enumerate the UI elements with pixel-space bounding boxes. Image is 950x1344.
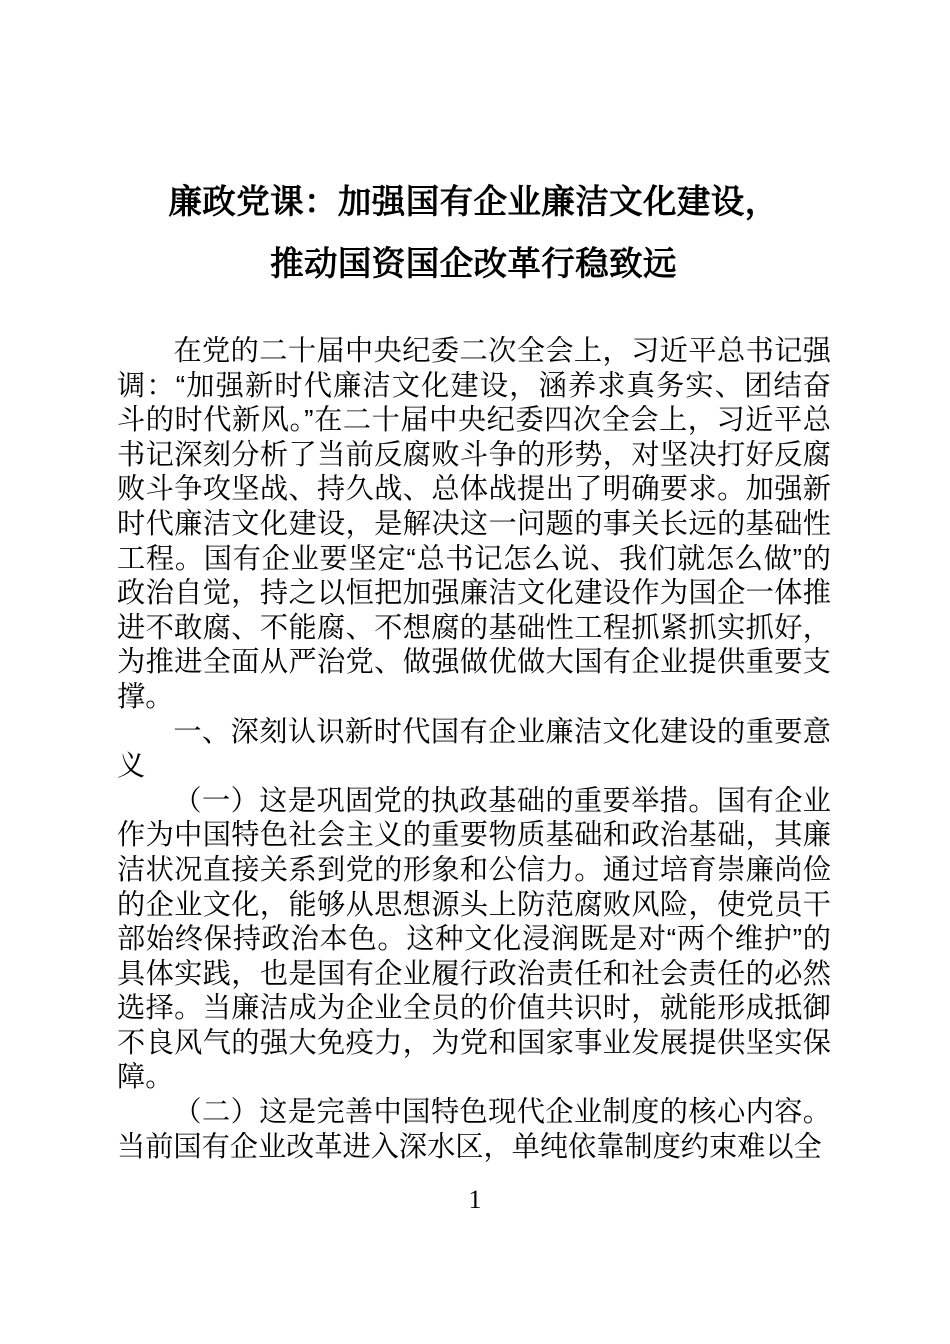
paragraph-sub-two: （二）这是完善中国特色现代企业制度的核心内容。当前国有企业改革进入深水区，单纯依靠制度约束难以全 bbox=[117, 1095, 831, 1162]
paragraph-intro: 在党的二十届中央纪委二次全会上，习近平总书记强调：“加强新时代廉洁文化建设，涵养求真务实、团结奋斗的时代新风。”在二十届中央纪委四次全会上，习近平总书记深刻分析了当前反腐败斗争的形势，对坚决打好反腐败斗争攻坚战、持久战、总体战提出了明确要求。加强新时代廉洁文化建设，是解决这一问题的事关长远的基础性工程。国有企业要坚定“总书记怎么说、我们就怎么做”的政治自觉，持之以恒把加强廉洁文化建设作为国企一体推进不敢腐、不能腐、不想腐的基础性工程抓紧抓实抓好，为推进全面从严治党、做强做优做大国有企业提供重要支撑。 bbox=[117, 334, 831, 712]
document-title-line-1: 廉政党课：加强国有企业廉洁文化建设， bbox=[168, 184, 779, 221]
document-title-line-2: 推动国资国企改革行稳致远 bbox=[270, 246, 677, 283]
paragraph-sub-one: （一）这是巩固党的执政基础的重要举措。国有企业作为中国特色社会主义的重要物质基础和政治基础，其廉洁状况直接关系到党的形象和公信力。通过培育崇廉尚俭的企业文化，能够从思想源头上防范腐败风险，使党员干部始终保持政治本色。这种文化浸润既是对“两个维护”的具体实践，也是国有企业履行政治责任和社会责任的必然选择。当廉洁成为企业全员的价值共识时，就能形成抵御不良风气的强大免疫力，为党和国家事业发展提供坚实保障。 bbox=[117, 783, 831, 1093]
page-number: 1 bbox=[468, 1185, 482, 1214]
document-title bbox=[117, 172, 830, 296]
document-body bbox=[117, 333, 831, 1163]
section-heading-one: 一、深刻认识新时代国有企业廉洁文化建设的重要意义 bbox=[117, 714, 831, 782]
